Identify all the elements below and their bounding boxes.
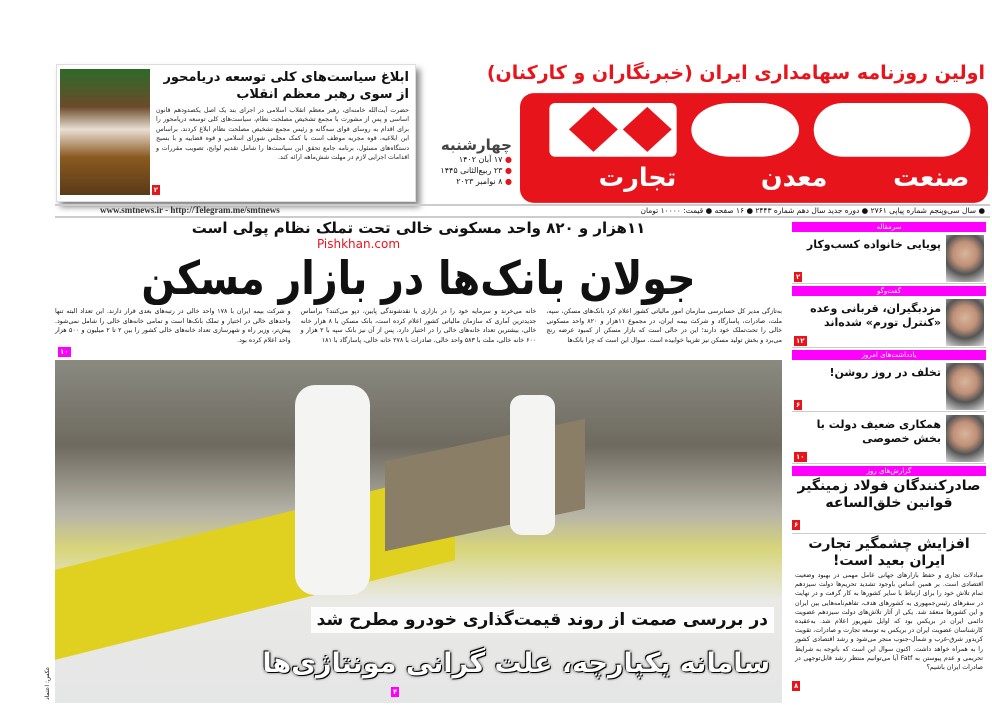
photo-subcaption: در بررسی صمت از روند قیمت‌گذاری خودرو مطرح شد	[311, 607, 774, 633]
gregorian-date: ۸ نوامبر ۲۰۲۳	[456, 177, 503, 186]
item-title: مزدبگیران، قربانی وعده «کنترل تورم» شده‌اند	[810, 302, 941, 329]
svg-text:معدن: معدن	[760, 163, 828, 194]
main-subhead: ۱۱هزار و ۸۲۰ واحد مسکونی خالی تحت تملک نظام پولی است	[191, 219, 646, 237]
issue-date: چهارشنبه ● ۱۷ آبان ۱۴۰۲ ● ۲۳ ربیع‌الثانی ۱۴۴۵ ● ۸ نوامبر ۲۰۲۳	[420, 140, 512, 187]
watermark: Pishkhan.com	[316, 237, 401, 251]
page-ref[interactable]: ۱۲	[796, 337, 805, 345]
page-ref[interactable]: ۸	[794, 682, 799, 691]
lead-story[interactable]	[56, 64, 416, 202]
website-links[interactable]: www.smtnews.ir - http://Telegram.me/smtnews	[100, 205, 280, 215]
section-label: یادداشت‌های امروز	[792, 350, 986, 360]
report-body: مبادلات تجاری و حفظ بازارهای جهانی عامل مهمی در بهبود وضعیت اقتصادی است. بر همین اساس باوجود تشدید تحریم‌ها دولت سیزدهم تمام تلاش خود را برای ارتباط با سایر کشورها به کار گرفت و در نهایت در سفرهای رئیس‌جمهوری به کشورهای هدف، تفاهم‌نامه‌هایی بین ایران و این کشورها منعقد شد. یکی از آثار تلاش‌های دولت سیزدهم عضویت دائمی ایران در بریکس بود که اوایل شهریور اعلام شد. به‌عقیده کارشناسان عضویت ایران در بریکس به توسعه تجارت و صادرات، تقویت کریدور شرق-غرب و شمال-جنوب منجر می‌شود و رشد اقتصادی کشور را به همراه خواهد داشت. اکنون سوال این است که باتوجه به شرایط تحریمی و عدم پیوستن به Fatf آیا می‌توانیم منتظر رشد قابل‌توجهی در صادرات ایران باشیم؟	[795, 572, 983, 672]
lunar-date: ۲۳ ربیع‌الثانی ۱۴۴۵	[440, 166, 503, 175]
masthead-tagline: اولین روزنامه سهامداری ایران (خبرنگاران و کارکنان)	[486, 62, 985, 84]
sidebar-item[interactable]	[792, 234, 986, 284]
sidebar-item[interactable]	[792, 414, 986, 464]
newspaper-logo	[520, 92, 988, 204]
column: خانه می‌خرند و سرمایه خود را در بازاری با نقدشوندگی پایین، دپو می‌کنند؟ براساس جدیدترین آماری که سازمان مالیاتی کشور اعلام کرده است، بانک مسکن با ۸ هزار خانه خالی، بیشترین تعداد خانه‌های خالی را در اختیار دارد. پس از آن نیز بانک سپه با ۲ هزار و ۶۰۰ خانه خالی، ملت با ۵۸۳ واحد خالی، صادرات با ۲۷۸ خانه خالی، پاسارگاد با ۱۸۱	[300, 308, 537, 344]
machine	[385, 419, 585, 552]
lead-title: ابلاغ سیاست‌های کلی توسعه دریامحور از سوی رهبر معظم انقلاب	[163, 70, 409, 102]
photo-headline[interactable]: سامانه یکپارچه، علت گرانی مونتاژی‌ها	[262, 648, 770, 679]
author-photo	[946, 299, 984, 346]
page-ref[interactable]: ۶	[794, 521, 799, 529]
divider	[55, 216, 990, 218]
page-ref[interactable]: ۶	[796, 401, 801, 409]
column: و شرکت بیمه ایران با ۱۷۸ واحد خالی در رتبه‌های بعدی قرار دارند. این تعداد البته تنها واحدهای خالی در اختیار و تملک بانک‌ها است و تمامی خانه‌های خالی را شامل نمی‌شود. پیش‌تر، وزیر راه و شهرسازی تعداد خانه‌های خالی کشور را بین ۲ تا ۲ میلیون و ۵۰۰ هزار واحد اعلام کرده بود.	[54, 308, 291, 344]
svg-text:صنعت: صنعت	[893, 163, 970, 194]
daily-reports	[792, 466, 986, 692]
main-story-body	[55, 307, 782, 345]
report-title[interactable]: صادرکنندگان فولاد زمینگیر قوانین خلق‌الساعه	[797, 478, 981, 511]
author-photo	[946, 415, 984, 462]
factory-photo[interactable]	[55, 360, 782, 703]
main-headline[interactable]: جولان بانک‌ها در بازار مسکن	[141, 251, 696, 305]
section-label: گزارش‌های روز	[792, 466, 986, 476]
author-photo	[946, 363, 984, 410]
lead-body: حضرت آیت‌الله خامنه‌ای، رهبر معظم انقلاب اسلامی در اجرای بند یک اصل یکصدودهم قانون اساسی و پس از مشورت با مجمع تشخیص مصلحت نظام، سیاست‌های کلی توسعه دریامحور را برای اقدام به روسای قوای سه‌گانه و رئیس مجمع تشخیص مصلحت نظام ابلاغ کردند. براساس این ابلاغیه، قوه مجریه موظف است با کمک مجلس شورای اسلامی و قوه قضاییه و با بسیج دستگاه‌های مسئول، برنامه جامع تحقق این سیاست‌ها را شامل تقدیم لوایح، تصویب مقررات و اقدامات اجرایی لازم در مهلت شش‌ماهه ارائه کند.	[156, 107, 409, 162]
worker	[295, 385, 370, 595]
section-label: گفت‌وگو	[792, 286, 986, 296]
worker	[510, 395, 555, 535]
weekday: چهارشنبه	[440, 136, 512, 154]
page-ref[interactable]: ۲	[153, 186, 158, 194]
sidebar	[792, 222, 986, 706]
column: به‌تازگی مدیر کل حسابرسی سازمان امور مالیاتی کشور اعلام کرد بانک‌های مسکن، سپه، ملت، صادرات، پاسارگاد و شرکت بیمه ایران، در مجموع ۱۱هزار و ۸۲۰ واحد مسکونی خالی را تحت‌تملک خود دارند؛ این در حالی است که بازار مسکن از کمبود عرضه رنج می‌برد و بخش تولید مسکن نیز تقریبا خوابیده است. سوال این است که چرا بانک‌ها	[546, 308, 783, 344]
solar-date: ۱۷ آبان ۱۴۰۲	[458, 155, 503, 164]
page-ref[interactable]: ۴	[393, 688, 398, 696]
sidebar-item[interactable]	[792, 362, 986, 412]
page-ref[interactable]: ۲	[796, 273, 801, 281]
svg-text:تجارت: تجارت	[598, 163, 677, 194]
item-title: همکاری ضعیف دولت با بخش خصوصی	[816, 418, 941, 445]
author-photo	[946, 235, 984, 282]
report-title[interactable]: افزایش چشمگیر تجارت ایران بعید است!	[808, 536, 970, 569]
page-ref[interactable]: ۱۰	[796, 453, 805, 461]
item-title: پویایی خانواده کسب‌وکار	[806, 238, 941, 251]
sidebar-item[interactable]	[792, 298, 986, 348]
page-ref[interactable]: ۱۰	[60, 348, 69, 357]
leader-photo	[60, 69, 158, 195]
section-label: سرمقاله	[792, 222, 986, 232]
issue-info: ● سال سی‌وپنجم شماره پیاپی ۲۷۶۱ ● دوره جدید سال دهم شماره ۲۴۴۳ ● ۱۶ صفحه ● قیمت: ۱۰۰۰۰ تومان	[640, 206, 985, 215]
item-title: تخلف در روز روشن!	[829, 366, 941, 379]
main-story	[55, 219, 782, 703]
photo-credit: عکس: اعتماد	[44, 666, 51, 700]
